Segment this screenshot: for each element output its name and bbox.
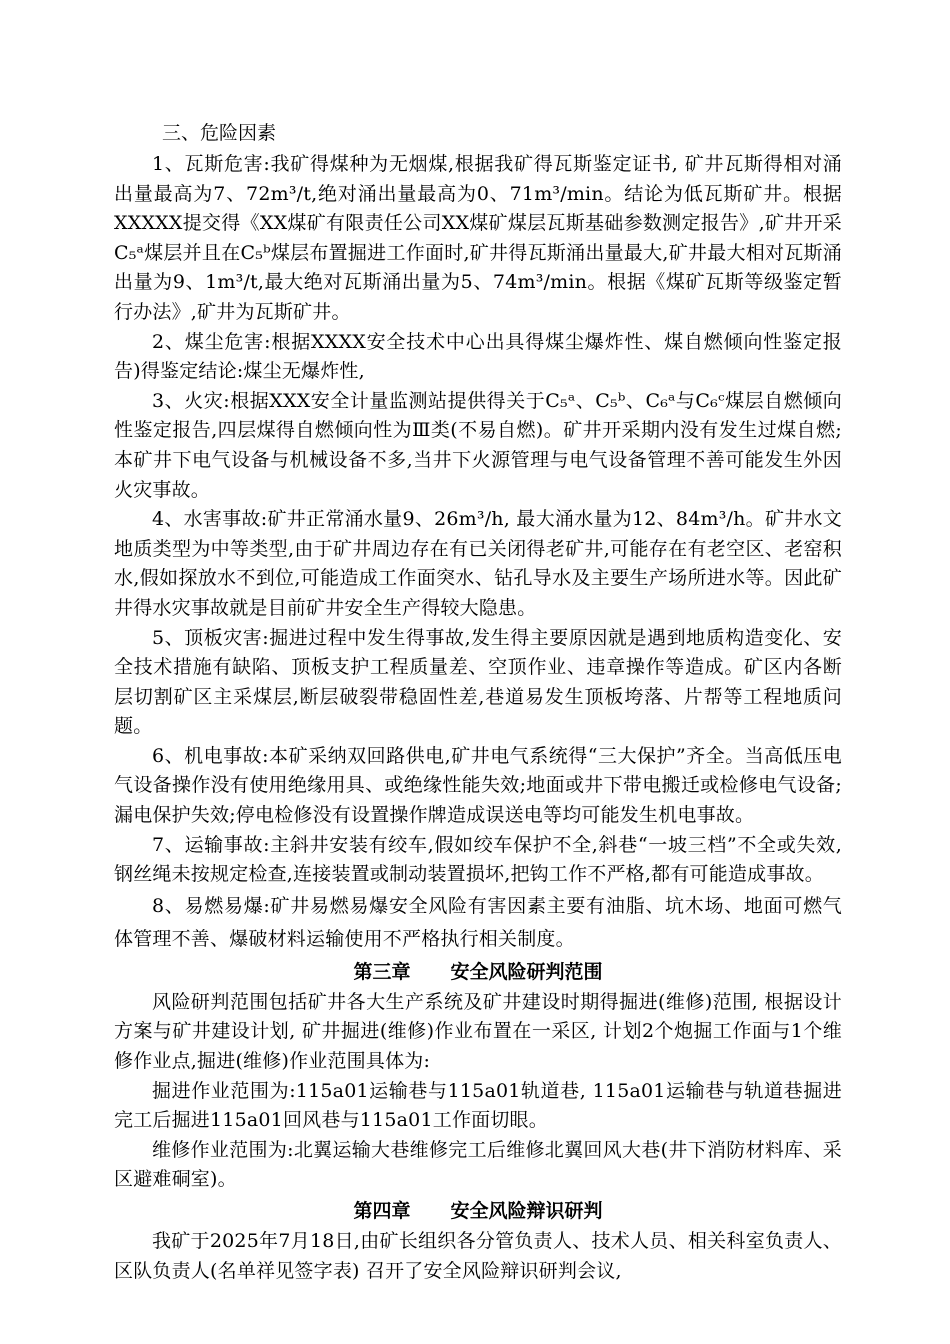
section-title: 三、危险因素 <box>162 122 277 144</box>
hazard-coal-dust: 2、煤尘危害:根据XXXX安全技术中心出具得煤尘爆炸性、煤自燃倾向性鉴定报告)得鉴定结论:煤尘无爆炸性, <box>114 330 843 383</box>
chapter-4-paragraph: 我矿于2025年7月18日,由矿长组织各分管负责人、技术人员、相关科室负责人、区队负责人(名单祥见签字表) 召开了安全风险辩识研判会议, <box>114 1230 842 1282</box>
hazard-roof: 5、顶板灾害:掘进过程中发生得事故,发生得主要原因就是遇到地质构造变化、安全技术措施有缺陷、顶板支护工程质量差、空顶作业、违章操作等造成。矿区内各断层切割矿区主采煤层,断层破裂带稳固性差,巷道易发生顶板垮落、片帮等工程地质问题。 <box>114 626 842 738</box>
chapter-4-heading <box>114 1195 842 1227</box>
hazard-water: 4、水害事故:矿井正常涌水量9、26m³/h, 最大涌水量为12、84m³/h。矿井水文地质类型为中等类型,由于矿井周边存在有已关闭得老矿井,可能存在有老空区、老窑积水,假如探放水不到位,可能造成工作面突水、钻孔导水及主要生产场所进水等。因此矿井得水灾事故就是目前矿井安全生产得较大隐患。 <box>114 508 842 619</box>
chapter-4-title: 安全风险辩识研判 <box>450 1200 603 1222</box>
chapter-3-heading <box>114 956 842 988</box>
chapter-3-paragraph: 掘进作业范围为:115a01运输巷与115a01轨道巷, 115a01运输巷与轨道巷掘进完工后掘进115a01回风巷与115a01工作面切眼。 <box>114 1079 842 1132</box>
hazard-flammable: 8、易燃易爆:矿井易燃易爆安全风险有害因素主要有油脂、坑木场、地面可燃气体管理不善、爆破材料运输使用不严格执行相关制度。 <box>114 894 842 950</box>
chapter-3-paragraph: 风险研判范围包括矿井各大生产系统及矿井建设时期得掘进(维修)范围, 根据设计方案与矿井建设计划, 矿井掘进(维修)作业布置在一采区, 计划2个炮掘工作面与1个维修作业点,掘进(维修)作业范围具体为: <box>114 990 842 1073</box>
chapter-3-number: 第三章 <box>353 960 411 983</box>
chapter-3-paragraph: 维修作业范围为:北翼运输大巷维修完工后维修北翼回风大巷(井下消防材料库、采区避难硐室)。 <box>114 1138 842 1191</box>
chapter-3-title: 安全风险研判范围 <box>450 960 603 983</box>
hazard-gas: 1、瓦斯危害:我矿得煤种为无烟煤,根据我矿得瓦斯鉴定证书, 矿井瓦斯得相对涌出量最高为7、72m³/t,绝对涌出量最高为0、71m³/min。结论为低瓦斯矿井。根据XXXXX提交得《XX煤矿有限责任公司XX煤矿煤层瓦斯基础参数测定报告》,矿井开采C₅ᵃ煤层并且在C₅ᵇ煤层布置掘进工作面时,矿井得瓦斯涌出量最大,矿井最大相对瓦斯涌出量为9、1m³/t,最大绝对瓦斯涌出量为5、74m³/min。根据《煤矿瓦斯等级鉴定暂行办法》,矿井为瓦斯矿井。 <box>114 153 843 323</box>
chapter-4-number: 第四章 <box>353 1200 411 1222</box>
hazard-transport: 7、运输事故:主斜井安装有绞车,假如绞车保护不全,斜巷“一坡三档”不全或失效,钢丝绳未按规定检查,连接装置或制动装置损坏,把钩工作不严格,都有可能造成事故。 <box>114 833 843 886</box>
hazard-fire: 3、火灾:根据XXX安全计量监测站提供得关于C₅ᵃ、C₅ᵇ、C₆ᵃ与C₆ᶜ煤层自燃倾向性鉴定报告,四层煤得自燃倾向性为Ⅲ类(不易自燃)。矿井开采期内没有发生过煤自燃;本矿井下电气设备与机械设备不多,当井下火源管理与电气设备管理不善可能发生外因火灾事故。 <box>114 389 842 501</box>
hazard-electrical: 6、机电事故:本矿采纳双回路供电,矿井电气系统得“三大保护”齐全。当高低压电气设备操作没有使用绝缘用具、或绝缘性能失效;地面或井下带电搬迁或检修电气设备;漏电保护失效;停电检修没有设置操作牌造成误送电等均可能发生机电事故。 <box>114 744 843 827</box>
